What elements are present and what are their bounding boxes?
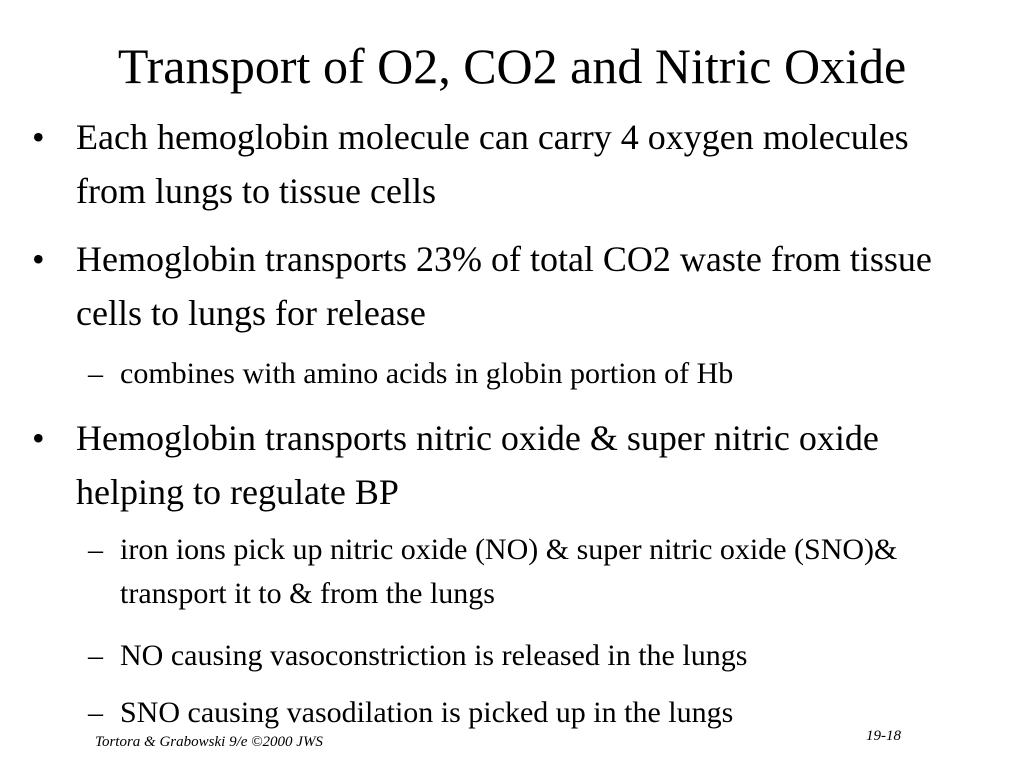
bullet-marker: • bbox=[32, 239, 45, 279]
page-number: 19-18 bbox=[866, 728, 901, 744]
footer-citation: Tortora & Grabowski 9/e ©2000 JWS bbox=[95, 734, 323, 750]
bullet-item bbox=[32, 110, 986, 218]
bullet-item bbox=[32, 232, 986, 340]
sub-bullet-text: NO causing vasoconstriction is released in the lungs bbox=[120, 639, 748, 672]
sub-bullet-text: iron ions pick up nitric oxide (NO) & super nitric oxide (SNO)& transport it to & from the lungs bbox=[120, 533, 898, 610]
sub-bullet-item bbox=[88, 528, 990, 616]
bullet-item bbox=[32, 411, 986, 519]
sub-bullet-marker: – bbox=[88, 696, 103, 729]
sub-bullet-item bbox=[88, 691, 990, 735]
sub-bullet-marker: – bbox=[88, 357, 103, 390]
sub-bullet-marker: – bbox=[88, 639, 103, 672]
bullet-marker: • bbox=[32, 418, 45, 458]
bullet-text: Each hemoglobin molecule can carry 4 oxygen molecules from lungs to tissue cells bbox=[76, 117, 909, 211]
sub-bullet-text: SNO causing vasodilation is picked up in the lungs bbox=[120, 696, 734, 729]
sub-bullet-item bbox=[88, 352, 990, 396]
slide-title: Transport of O2, CO2 and Nitric Oxide bbox=[117, 38, 907, 94]
sub-bullet-text: combines with amino acids in globin portion of Hb bbox=[120, 357, 734, 390]
sub-bullet-item bbox=[88, 634, 990, 678]
bullet-text: Hemoglobin transports nitric oxide & super nitric oxide helping to regulate BP bbox=[76, 418, 879, 512]
bullet-marker: • bbox=[32, 117, 45, 157]
sub-bullet-marker: – bbox=[88, 533, 103, 566]
bullet-text: Hemoglobin transports 23% of total CO2 waste from tissue cells to lungs for release bbox=[76, 239, 932, 333]
